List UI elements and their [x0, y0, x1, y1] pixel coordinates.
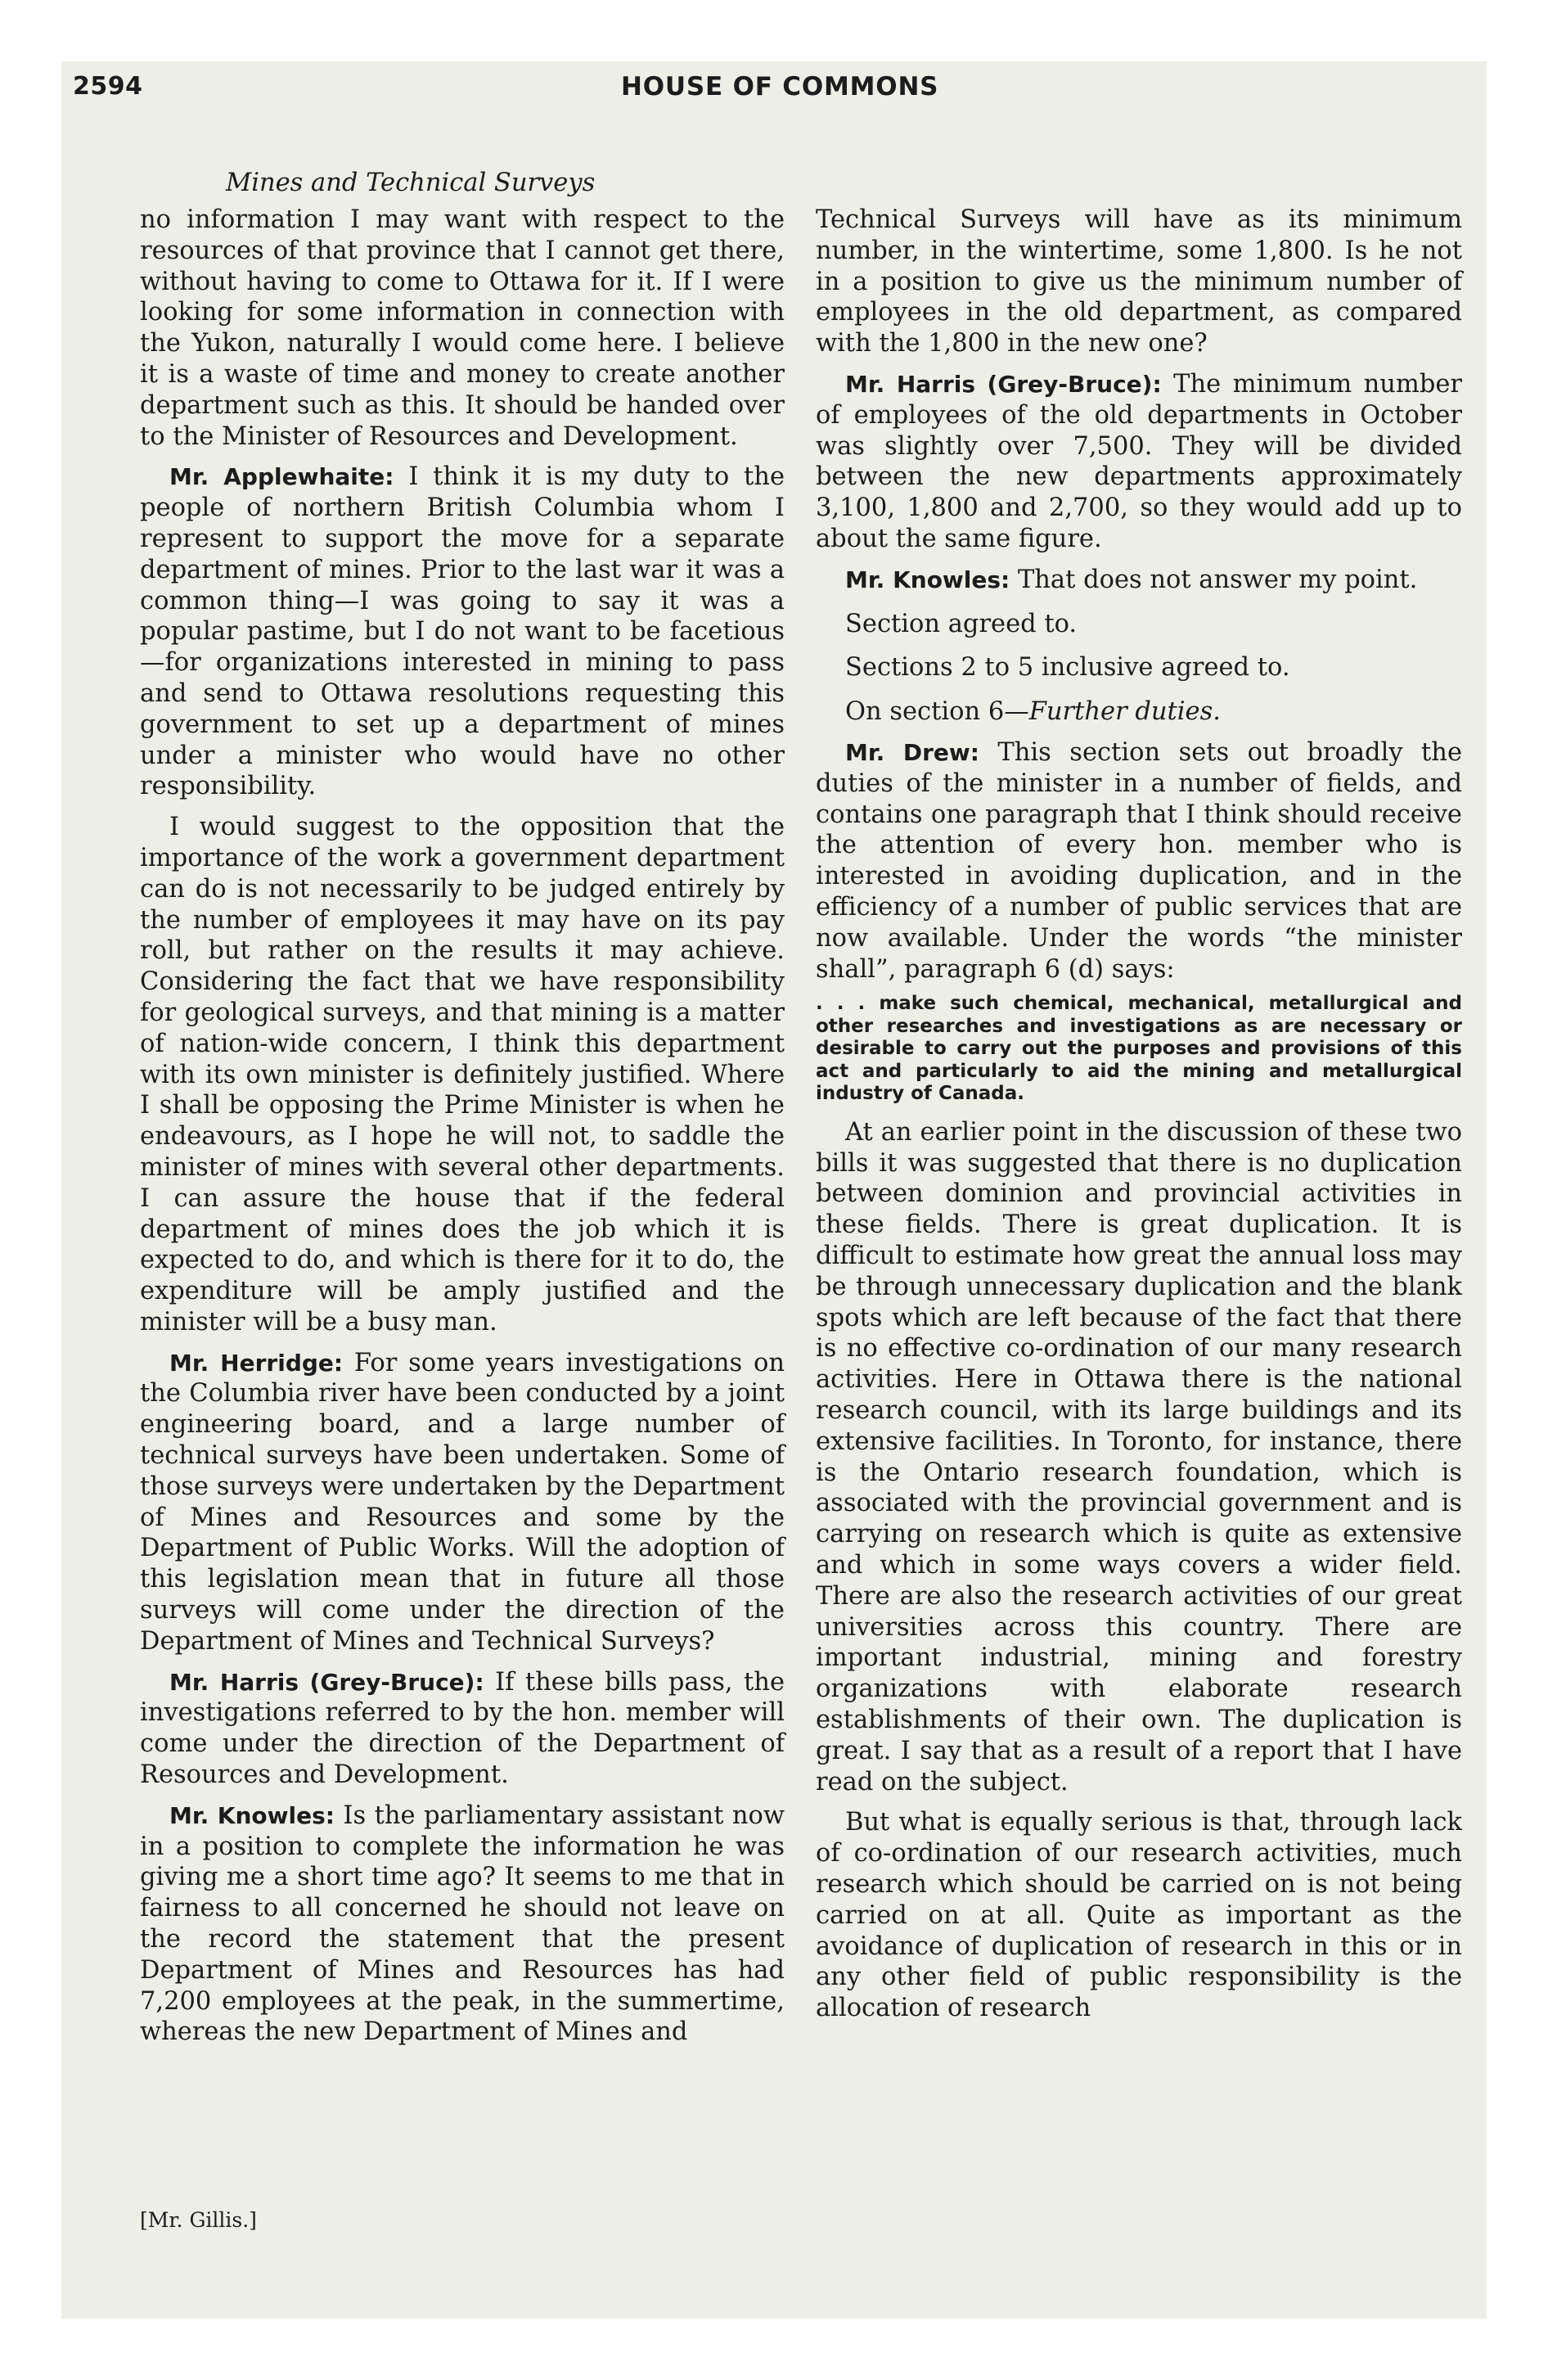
- left-column: [140, 205, 785, 2048]
- right-column: [816, 205, 1462, 2024]
- speech-text: If these bills pass, the investigations referred to by the hon. member will come under the direction of the Department of Resources and Development.: [140, 1667, 785, 1790]
- paragraph-continued: no information I may want with respect to the resources of that province that I cannot get there, without having to come to Ottawa for it. If I were looking for some information in connection with the Yukon, naturally I would come here. I believe it is a waste of time and money to create another department such as this. It should be handed over to the Minister of Resources and Development.: [140, 205, 785, 451]
- on-section-heading: [845, 696, 1462, 728]
- speaker-name: Mr. Harris (Grey-Bruce):: [169, 1668, 484, 1696]
- paragraph: But what is equally serious is that, through lack of co-ordination of our research activities, much research which should be carried on is not being carried on at all. Quite as important as the avoidance of duplication of research in this or in any other field of public responsibility is the allocation of research: [816, 1808, 1462, 2023]
- speech-harris: [816, 369, 1462, 555]
- speaker-name: Mr. Knowles:: [845, 566, 1010, 593]
- subject-heading: Mines and Technical Surveys: [226, 169, 596, 197]
- speaker-name: Mr. Applewhaite:: [169, 463, 394, 491]
- speaker-name: Mr. Knowles:: [169, 1801, 335, 1829]
- paragraph-continued: Technical Surveys will have as its minimum number, in the wintertime, some 1,800. Is he not in a position to give us the minimum number of employees in the old department, as compared with the 1,800 in the new one?: [816, 205, 1462, 358]
- on-section-title: Further duties.: [1028, 697, 1221, 727]
- section-agreed: Section agreed to.: [845, 609, 1078, 638]
- page-number: 2594: [73, 72, 143, 101]
- speech-herridge: [140, 1348, 785, 1657]
- speech-text: This section sets out broadly the duties of the minister in a number of fields, and contains one paragraph that I think should receive the attention of every hon. member who is interested in avoiding duplication, and in the efficiency of a number of public services that are now available. Under the words “the minister shall”, paragraph 6 (d) says:: [816, 737, 1462, 984]
- speaker-name: Mr. Harris (Grey-Bruce):: [845, 370, 1162, 398]
- speech-knowles: [140, 1801, 785, 2048]
- speech-text: The minimum number of employees of the old departments in October was slightly over 7,500. They will be divided between the new departments approximately 3,100, 1,800 and 2,700, so they would add up to about the same figure.: [816, 369, 1463, 553]
- on-section-prefix: On section 6—: [845, 697, 1029, 727]
- quoted-paragraph: . . . make such chemical, mechanical, metallurgical and other researches and investigations as are necessary or desirable to carry out the purposes and provisions of this act and particularly to aid the mining and metallurgical industry of Canada.: [816, 993, 1462, 1105]
- page-title: HOUSE OF COMMONS: [621, 72, 939, 101]
- speech-text: That does not answer my point.: [1010, 565, 1418, 594]
- paragraph: At an earlier point in the discussion of these two bills it was suggested that there is no duplication between dominion and provincial activities in these fields. There is great duplication. It is difficult to estimate how great the annual loss may be through unnecessary duplication and the blank spots which are left because of the fact that there is no effective co-ordination of our many research activities. Here in Ottawa there is the national research council, with its large buildings and its extensive facilities. In Toronto, for instance, there is the Ontario research foundation, which is associated with the provincial government and is carrying on research which is quite as extensive and which in some ways covers a wider field. There are also the research activities of our great universities across this country. There are important industrial, mining and forestry organizations with elaborate research establishments of their own. The duplication is great. I say that as a result of a report that I have read on the subject.: [816, 1117, 1462, 1796]
- speech-harris: [140, 1667, 785, 1791]
- paragraph: I would suggest to the opposition that the importance of the work a government department can do is not necessarily to be judged entirely by the number of employees it may have on its pay roll, but rather on the results it may achieve. Considering the fact that we have responsibility for geological surveys, and that mining is a matter of nation-wide concern, I think this department with its own minister is definitely justified. Where I shall be opposing the Prime Minister is when he endeavours, as I hope he will not, to saddle the minister of mines with several other departments. I can assure the house that if the federal department of mines does the job which it is expected to do, and which is there for it to do, the expenditure will be amply justified and the minister will be a busy man.: [140, 813, 785, 1336]
- page-header: [73, 72, 1464, 105]
- speech-text: I think it is my duty to the people of northern British Columbia whom I represent to support the move for a separate department of mines. Prior to the last war it was a common thing—I was going to say it was a popular pastime, but I do not want to be facetious—for organizations interested in mining to pass and send to Ottawa resolutions requesting this government to set up a department of mines under a minister who would have no other responsibility.: [140, 462, 785, 801]
- speech-drew: [816, 737, 1462, 985]
- speaker-name: Mr. Herridge:: [169, 1349, 344, 1377]
- speaker-attribution-footer: [Mr. Gillis.]: [140, 2208, 257, 2232]
- speech-text: Is the parliamentary assistant now in a position to complete the information he was giving me a short time ago? It seems to me that in fairness to all concerned he should not leave on the record the statement that the present Department of Mines and Resources has had 7,200 employees at the peak, in the summertime, whereas the new Department of Mines and: [140, 1801, 785, 2047]
- speech-knowles: [816, 565, 1462, 596]
- speech-applewhaite: [140, 462, 785, 802]
- speech-text: For some years investigations on the Columbia river have been conducted by a joint engineering board, and a large number of technical surveys have been undertaken. Some of those surveys were undertaken by the Department of Mines and Resources and some by the Department of Public Works. Will the adoption of this legislation mean that in future all those surveys will come under the direction of the Department of Mines and Technical Surveys?: [140, 1348, 785, 1656]
- speaker-name: Mr. Drew:: [845, 738, 979, 766]
- sections-agreed: Sections 2 to 5 inclusive agreed to.: [845, 653, 1290, 683]
